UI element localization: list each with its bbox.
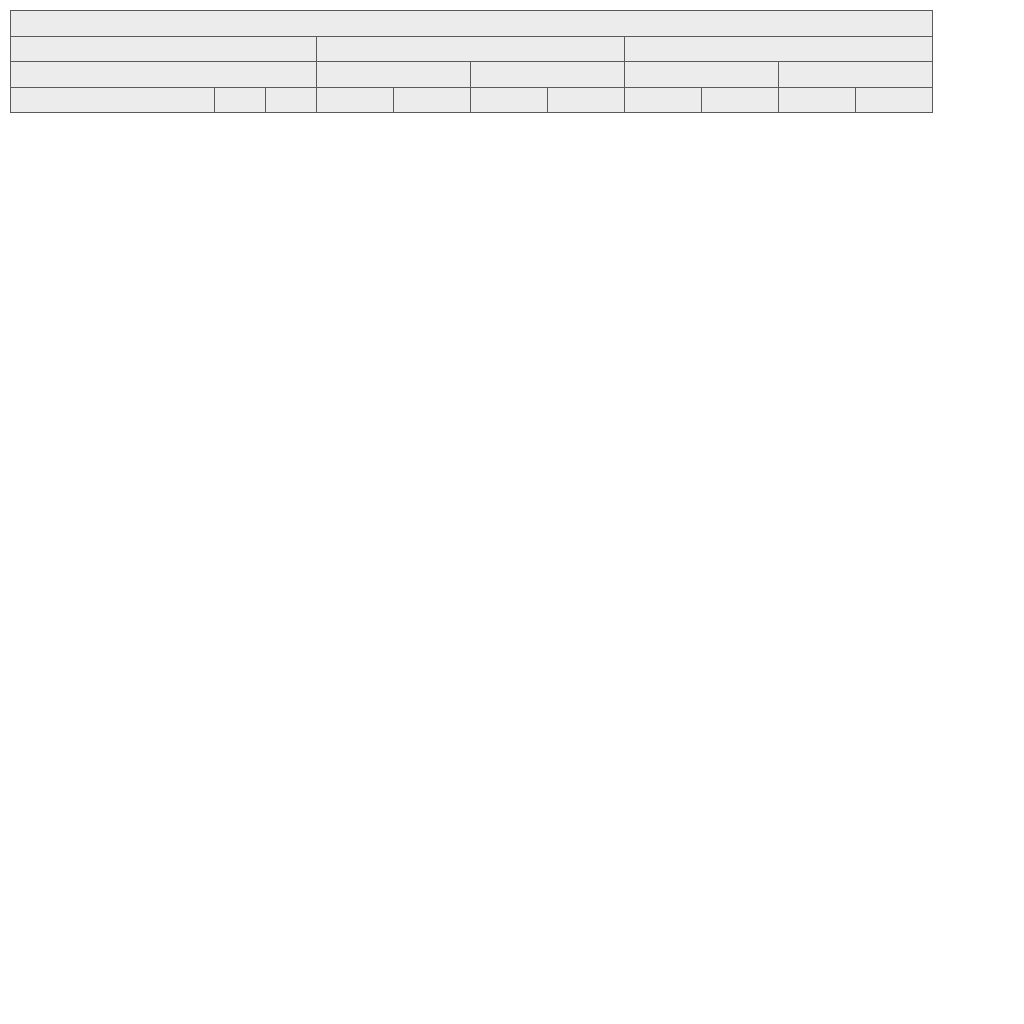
mode-header <box>779 62 933 88</box>
column-header <box>266 87 317 113</box>
site-info-header <box>11 62 317 88</box>
column-header <box>856 87 933 113</box>
column-header <box>625 87 702 113</box>
column-header <box>548 87 625 113</box>
column-header <box>215 87 266 113</box>
column-header <box>471 87 548 113</box>
column-header <box>779 87 856 113</box>
column-header <box>702 87 779 113</box>
mode-header <box>317 62 471 88</box>
group-header-stddev <box>625 36 933 62</box>
column-header <box>317 87 394 113</box>
column-header <box>394 87 471 113</box>
stats-table <box>10 10 933 113</box>
mode-header <box>471 62 625 88</box>
colorbar-gradient <box>952 32 964 398</box>
table-title <box>11 11 933 37</box>
group-header-average <box>317 36 625 62</box>
mode-header <box>625 62 779 88</box>
period-label <box>11 36 317 62</box>
colorbar <box>950 30 1010 410</box>
column-header <box>11 87 215 113</box>
